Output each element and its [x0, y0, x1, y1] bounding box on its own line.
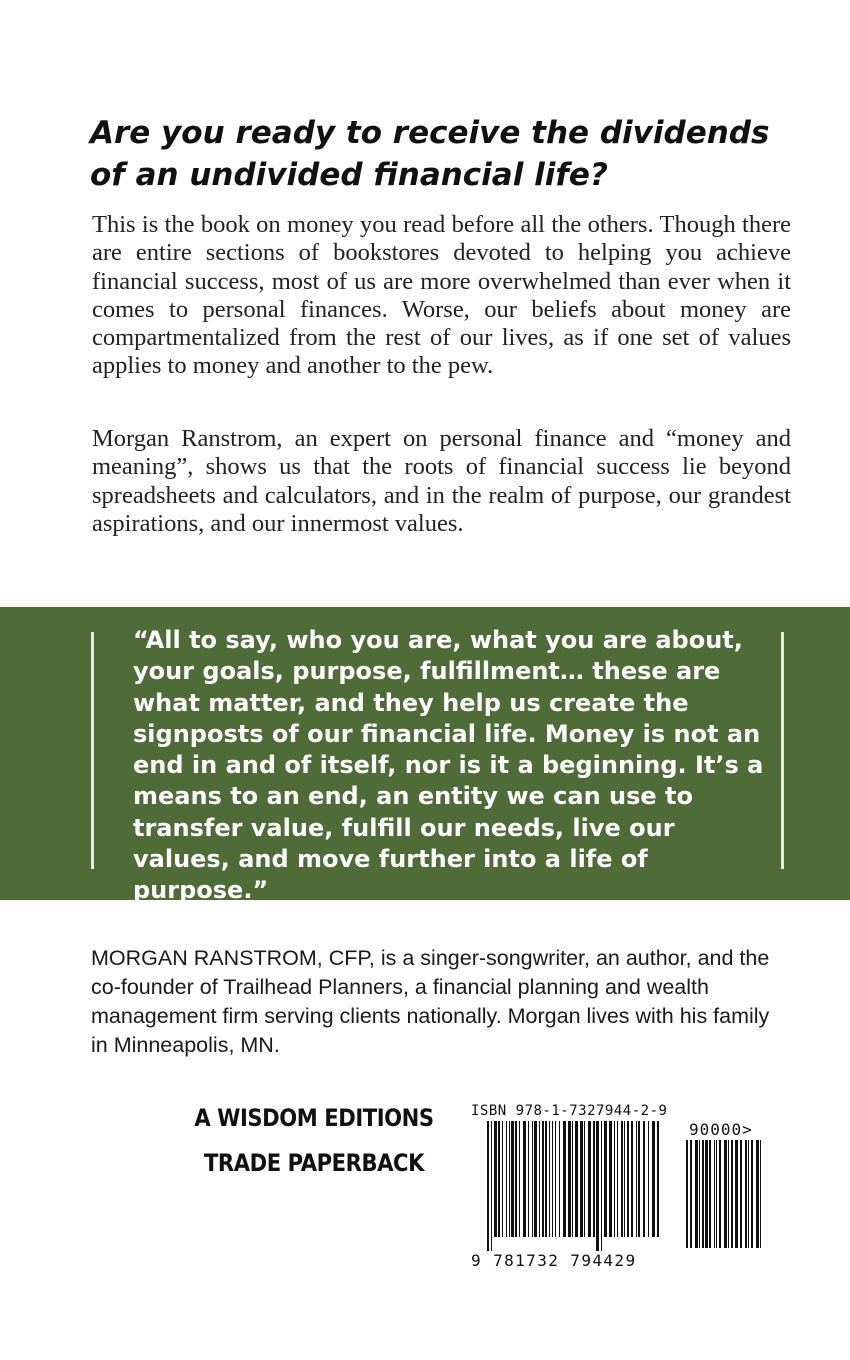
- barcode-bar: [604, 1121, 607, 1237]
- barcode-bar: [735, 1140, 738, 1248]
- barcode-bar: [555, 1121, 556, 1237]
- pull-quote: “All to say, who you are, what you are about, your goals, purpose, fulfillment… these are what matter, and they help us create the signposts of our financial life. Money is not an end in and of itself, nor is it a beginning. It’s a means to an end, an entity we can use to transfer value, fulfill our needs, live our values, and move further into a life of purpose.”: [133, 626, 764, 905]
- barcode-bar: [748, 1140, 749, 1248]
- barcode-bar: [740, 1140, 742, 1248]
- barcode-bar: [515, 1121, 517, 1237]
- ean-digits: 9 781732 794429: [471, 1251, 637, 1270]
- edition-line-2: TRADE PAPERBACK: [203, 1149, 425, 1177]
- barcode-bar: [502, 1121, 503, 1237]
- barcode-bar: [588, 1121, 591, 1237]
- barcode-bar: [509, 1121, 510, 1237]
- barcode-bar: [731, 1140, 733, 1248]
- barcode-bar: [709, 1140, 711, 1248]
- barcode-bar: [657, 1121, 659, 1237]
- barcode-bar: [648, 1121, 649, 1237]
- barcode-bar: [545, 1121, 547, 1237]
- barcode-bar: [652, 1121, 655, 1237]
- barcode-bar: [614, 1121, 615, 1237]
- description-paragraph-1: This is the book on money you read before all the others. Though there are entire sections of bookstores devoted to helping you achieve financial success, most of us are more overwhelmed than ever when it comes to personal finances. Worse, our beliefs about money are compartmentalized from the rest of our lives, as if one set of values applies to money and another to the pew.: [92, 211, 791, 380]
- barcode-bar: [528, 1121, 529, 1237]
- barcode-bar: [580, 1121, 583, 1237]
- barcode-bar: [563, 1121, 566, 1237]
- barcode-bar: [532, 1121, 533, 1237]
- quote-right-bar: [781, 632, 784, 869]
- barcode-bar: [760, 1140, 761, 1248]
- barcode-bar: [702, 1140, 704, 1248]
- barcode-bar: [542, 1121, 544, 1237]
- barcode-bar: [643, 1121, 645, 1237]
- barcode-bar: [686, 1140, 688, 1248]
- barcode-bar: [631, 1121, 633, 1237]
- headline: Are you ready to receive the dividends of an undivided financial life?: [90, 115, 770, 193]
- barcode-bar: [695, 1140, 698, 1248]
- barcode-bar: [724, 1140, 727, 1248]
- barcode-bar: [596, 1121, 599, 1251]
- barcode-bar: [719, 1140, 721, 1248]
- barcode-bar: [494, 1121, 497, 1237]
- barcode-bar: [487, 1121, 489, 1251]
- barcode-bar: [549, 1121, 550, 1237]
- barcode-bar: [627, 1121, 629, 1237]
- barcode-bar: [751, 1140, 753, 1248]
- author-bio: MORGAN RANSTROM, CFP, is a singer-songwriter, an author, and the co-founder of Trailhead Planners, a financial planning and wealth management firm serving clients nationally. Morgan lives with his family in Minneapolis, MN.: [91, 946, 770, 1057]
- description-paragraph-2: Morgan Ranstrom, an expert on personal finance and “money and meaning”, shows us that the roots of financial success lie beyond spreadsheets and calculators, and in the realm of purpose, our grandest aspirations, and our innermost values.: [92, 425, 791, 537]
- barcode-bar: [617, 1121, 618, 1237]
- barcode-bar: [745, 1140, 747, 1248]
- barcode-bar: [559, 1121, 560, 1237]
- barcode-bar: [728, 1140, 729, 1248]
- barcode-bar: [498, 1121, 500, 1237]
- barcode-bar: [636, 1121, 637, 1237]
- barcode-bar: [491, 1121, 492, 1251]
- price-addon-digits: 90000>: [689, 1120, 753, 1139]
- barcode-bar: [690, 1140, 692, 1248]
- barcode-bar: [714, 1140, 715, 1248]
- barcode-bar: [716, 1140, 717, 1248]
- barcode-bar: [705, 1140, 708, 1248]
- barcode-bar: [601, 1121, 602, 1251]
- price-addon-barcode: [684, 1140, 764, 1262]
- barcode-bar: [519, 1121, 520, 1237]
- barcode-bar: [572, 1121, 573, 1237]
- edition-line-1: A WISDOM EDITIONS: [194, 1104, 434, 1132]
- barcode-bar: [756, 1140, 759, 1248]
- barcode-bar: [638, 1121, 640, 1237]
- barcode-bar: [609, 1121, 612, 1237]
- barcode-bar: [575, 1121, 578, 1237]
- barcode-bar: [552, 1121, 553, 1237]
- barcode-bar: [511, 1121, 514, 1237]
- barcode-bar: [624, 1121, 625, 1237]
- barcode-bar: [593, 1121, 595, 1237]
- barcode-bar: [523, 1121, 526, 1237]
- quote-left-bar: [91, 632, 94, 869]
- barcode-bar: [621, 1121, 623, 1237]
- barcode-bar: [584, 1121, 585, 1237]
- barcode-bar: [534, 1121, 537, 1237]
- isbn-barcode: [485, 1121, 665, 1251]
- barcode-bar: [539, 1121, 540, 1237]
- isbn-label: ISBN 978-1-7327944-2-9: [471, 1103, 668, 1119]
- barcode-bar: [568, 1121, 571, 1237]
- barcode-bar: [506, 1121, 507, 1237]
- barcode-bar: [699, 1140, 700, 1248]
